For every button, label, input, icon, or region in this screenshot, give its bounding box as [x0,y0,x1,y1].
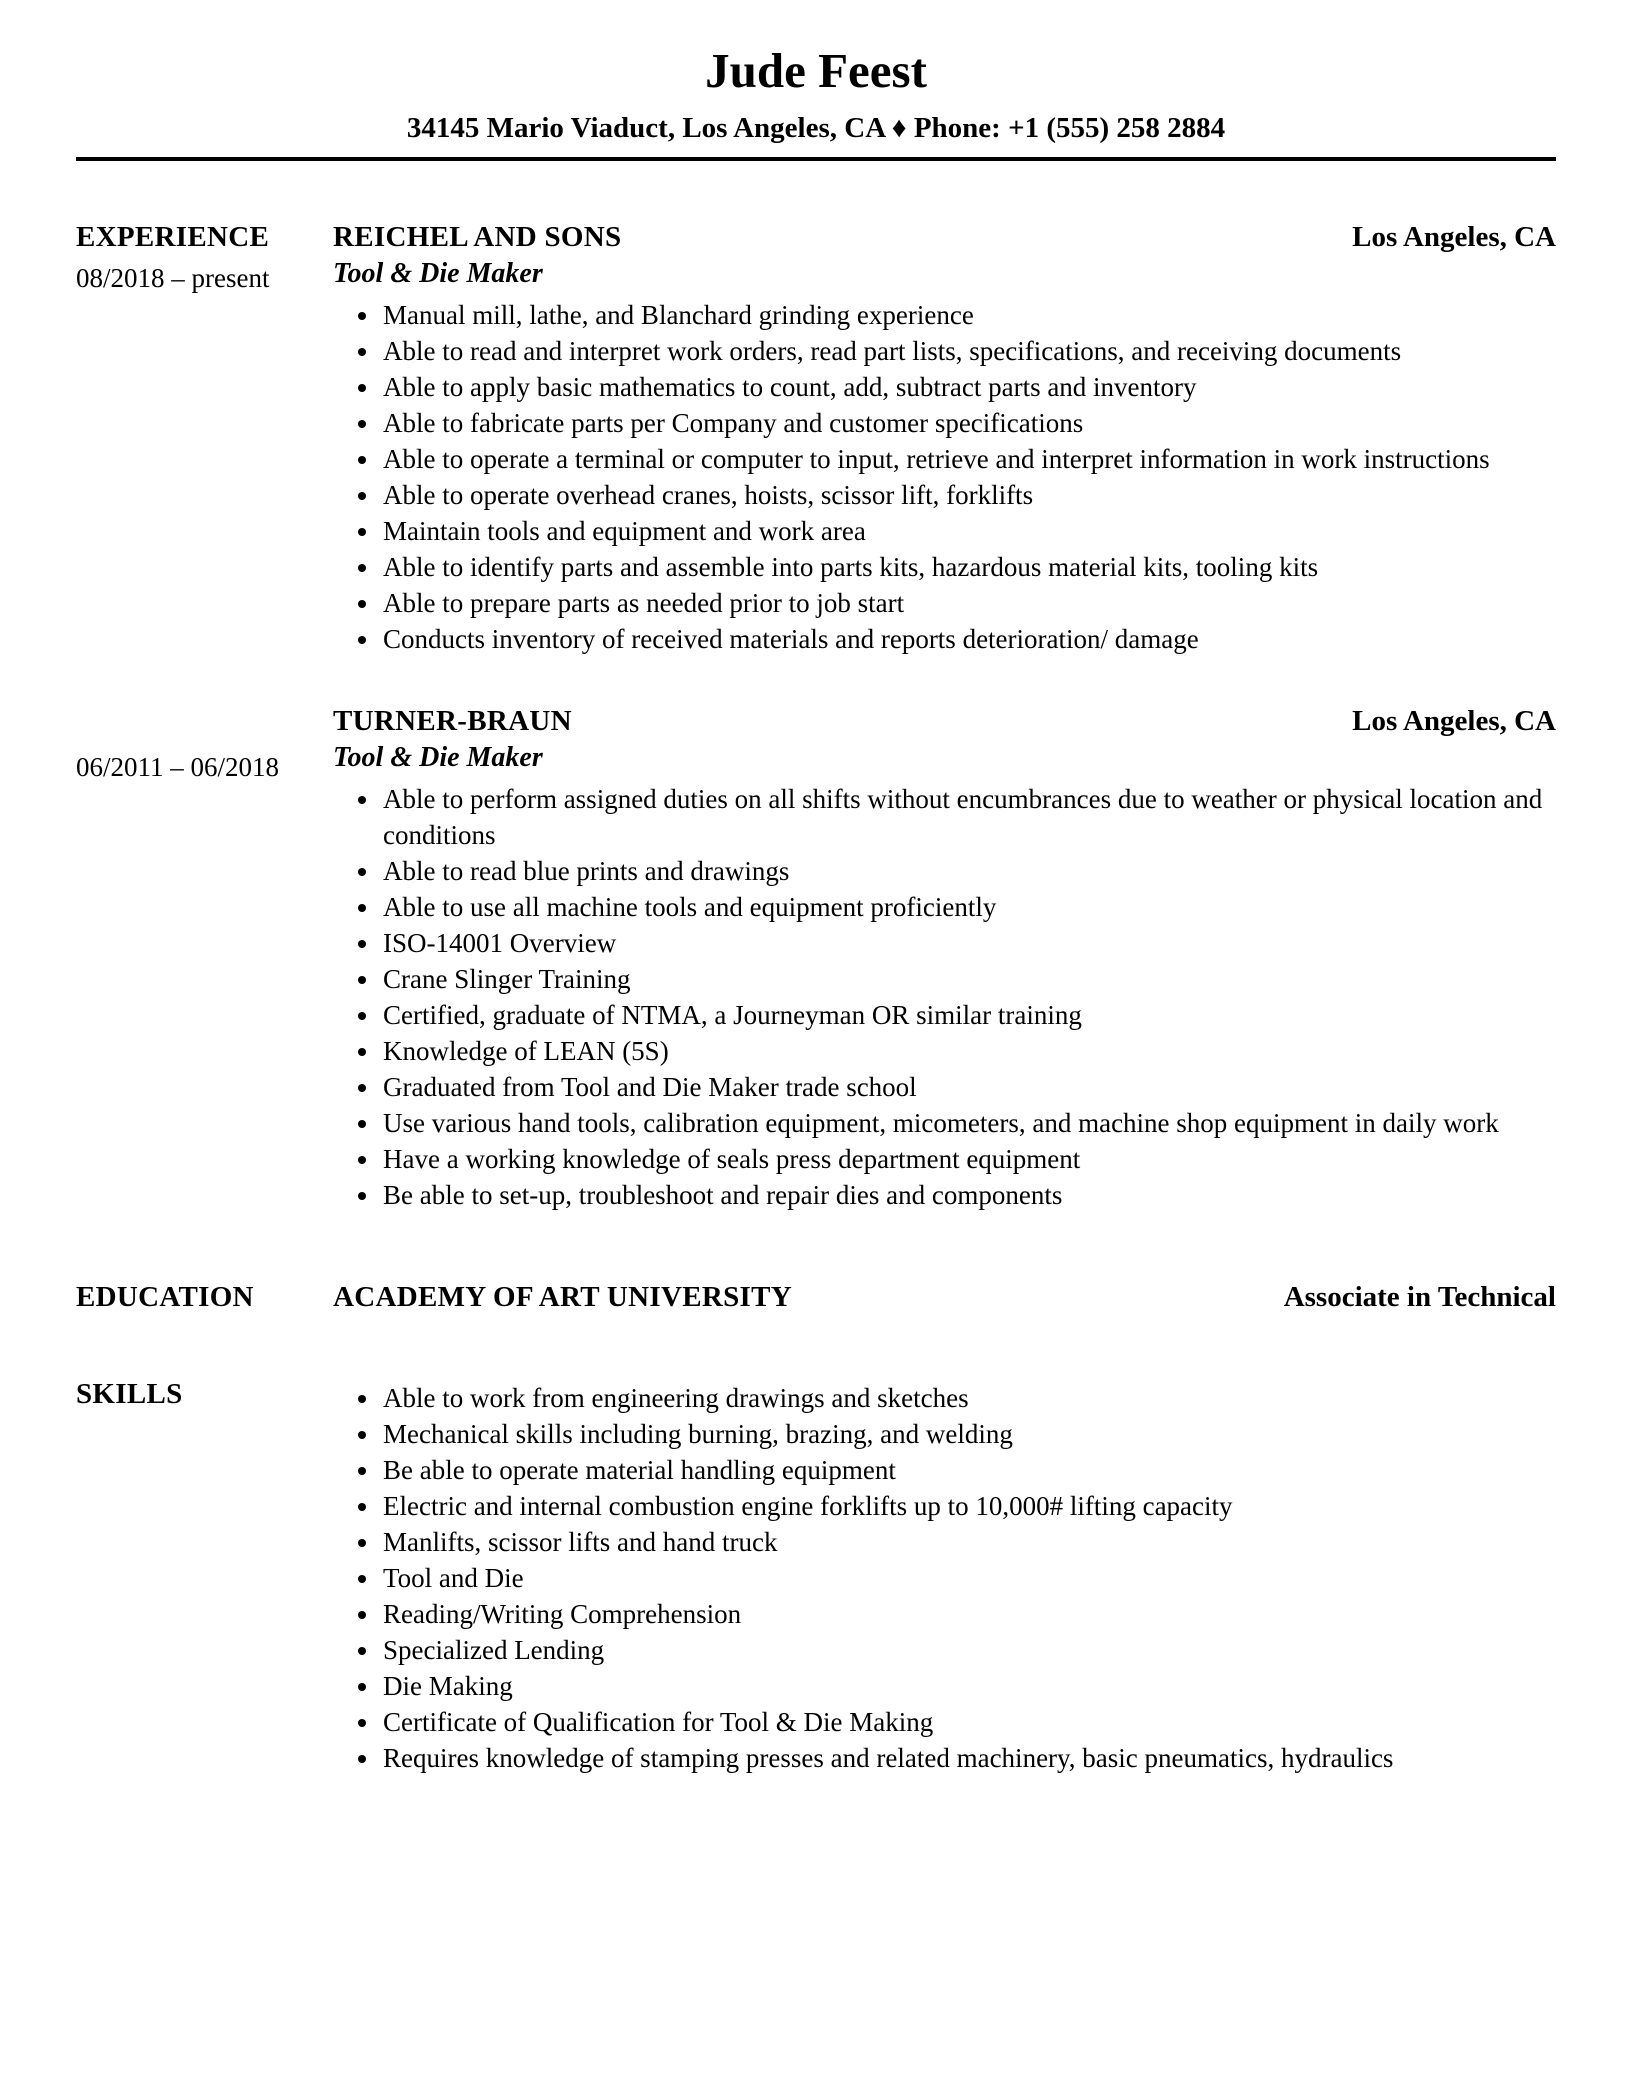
bullet-item: • Able to prepare parts as needed prior to job start [381,585,1556,621]
candidate-name: Jude Feest [705,43,927,98]
bullet-item: • Manlifts, scissor lifts and hand truck [381,1524,1556,1560]
education-content [333,1281,1556,1314]
education-section-label: EDUCATION [76,1280,254,1313]
bullet-item: • Conducts inventory of received materials and reports deterioration/ damage [381,621,1556,657]
bullet-item: • Tool and Die [381,1560,1556,1596]
job-title: Tool & Die Maker [333,741,543,773]
bullet-item: • Be able to operate material handling equipment [381,1452,1556,1488]
bullet-item: • Able to apply basic mathematics to count, add, subtract parts and inventory [381,369,1556,405]
experience-section [76,221,1556,657]
bullet-item: • Able to operate overhead cranes, hoists, scissor lift, forklifts [381,477,1556,513]
skills-section-label: SKILLS [76,1377,183,1410]
bullet-item: • Have a working knowledge of seals press department equipment [381,1141,1556,1177]
bullet-item: • Maintain tools and equipment and work area [381,513,1556,549]
school-name: ACADEMY OF ART UNIVERSITY [333,1280,792,1313]
skills-left-column [76,1378,333,1776]
company-name: TURNER-BRAUN [333,704,572,737]
experience-content [333,221,1556,657]
bullet-item: • Knowledge of LEAN (5S) [381,1033,1556,1069]
bullet-item: • Able to use all machine tools and equipment proficiently [381,889,1556,925]
skills-section [76,1378,1556,1776]
bullet-item: • Certificate of Qualification for Tool & Die Making [381,1704,1556,1740]
job-header [333,221,1556,254]
bullet-item: • Specialized Lending [381,1632,1556,1668]
skills-bullet-list [333,1380,1556,1776]
job-location: Los Angeles, CA [1352,704,1556,737]
bullet-item: • Certified, graduate of NTMA, a Journeyman OR similar training [381,997,1556,1033]
experience-content-2 [333,705,1556,1213]
job-entry [333,221,1556,657]
job-bullet-list [333,781,1556,1213]
job-dates: 08/2018 – present [76,262,270,293]
experience-section-label: EXPERIENCE [76,220,270,253]
job-header [333,705,1556,738]
bullet-item: • Be able to set-up, troubleshoot and repair dies and components [381,1177,1556,1213]
bullet-item: • Use various hand tools, calibration equipment, micometers, and machine shop equipment in daily work [381,1105,1556,1141]
bullet-item: • Able to read blue prints and drawings [381,853,1556,889]
contact-line: 34145 Mario Viaduct, Los Angeles, CA ♦ Phone: +1 (555) 258 2884 [406,111,1226,144]
bullet-item: • Reading/Writing Comprehension [381,1596,1556,1632]
job-entry [333,705,1556,1213]
degree-name: Associate in Technical [1283,1280,1556,1313]
experience-left-column-2 [76,705,333,1213]
bullet-item: • ISO-14001 Overview [381,925,1556,961]
bullet-item: • Able to operate a terminal or computer to input, retrieve and interpret information in work instructions [381,441,1556,477]
bullet-item: • Able to fabricate parts per Company and customer specifications [381,405,1556,441]
company-name: REICHEL AND SONS [333,220,622,253]
skills-content [333,1378,1556,1776]
experience-left-column [76,221,333,657]
bullet-item: • Mechanical skills including burning, brazing, and welding [381,1416,1556,1452]
bullet-item: • Able to perform assigned duties on all shifts without encumbrances due to weather or physical location and conditions [381,781,1556,853]
bullet-item: • Manual mill, lathe, and Blanchard grinding experience [381,297,1556,333]
bullet-item: • Crane Slinger Training [381,961,1556,997]
bullet-item: • Requires knowledge of stamping presses and related machinery, basic pneumatics, hydraulics [381,1740,1556,1776]
bullet-item: • Electric and internal combustion engine forklifts up to 10,000# lifting capacity [381,1488,1556,1524]
job-dates: 06/2011 – 06/2018 [76,751,280,782]
bullet-item: • Die Making [381,1668,1556,1704]
job-bullet-list [333,297,1556,657]
education-section [76,1281,1556,1314]
job-title: Tool & Die Maker [333,257,543,289]
job-location: Los Angeles, CA [1352,220,1556,253]
bullet-item: • Able to read and interpret work orders, read part lists, specifications, and receiving documents [381,333,1556,369]
bullet-item: • Able to work from engineering drawings and sketches [381,1380,1556,1416]
education-left-column [76,1281,333,1314]
bullet-item: • Able to identify parts and assemble into parts kits, hazardous material kits, tooling kits [381,549,1556,585]
experience-section-continued [76,705,1556,1213]
education-header [333,1281,1556,1314]
header-divider [76,157,1556,161]
bullet-item: • Graduated from Tool and Die Maker trade school [381,1069,1556,1105]
